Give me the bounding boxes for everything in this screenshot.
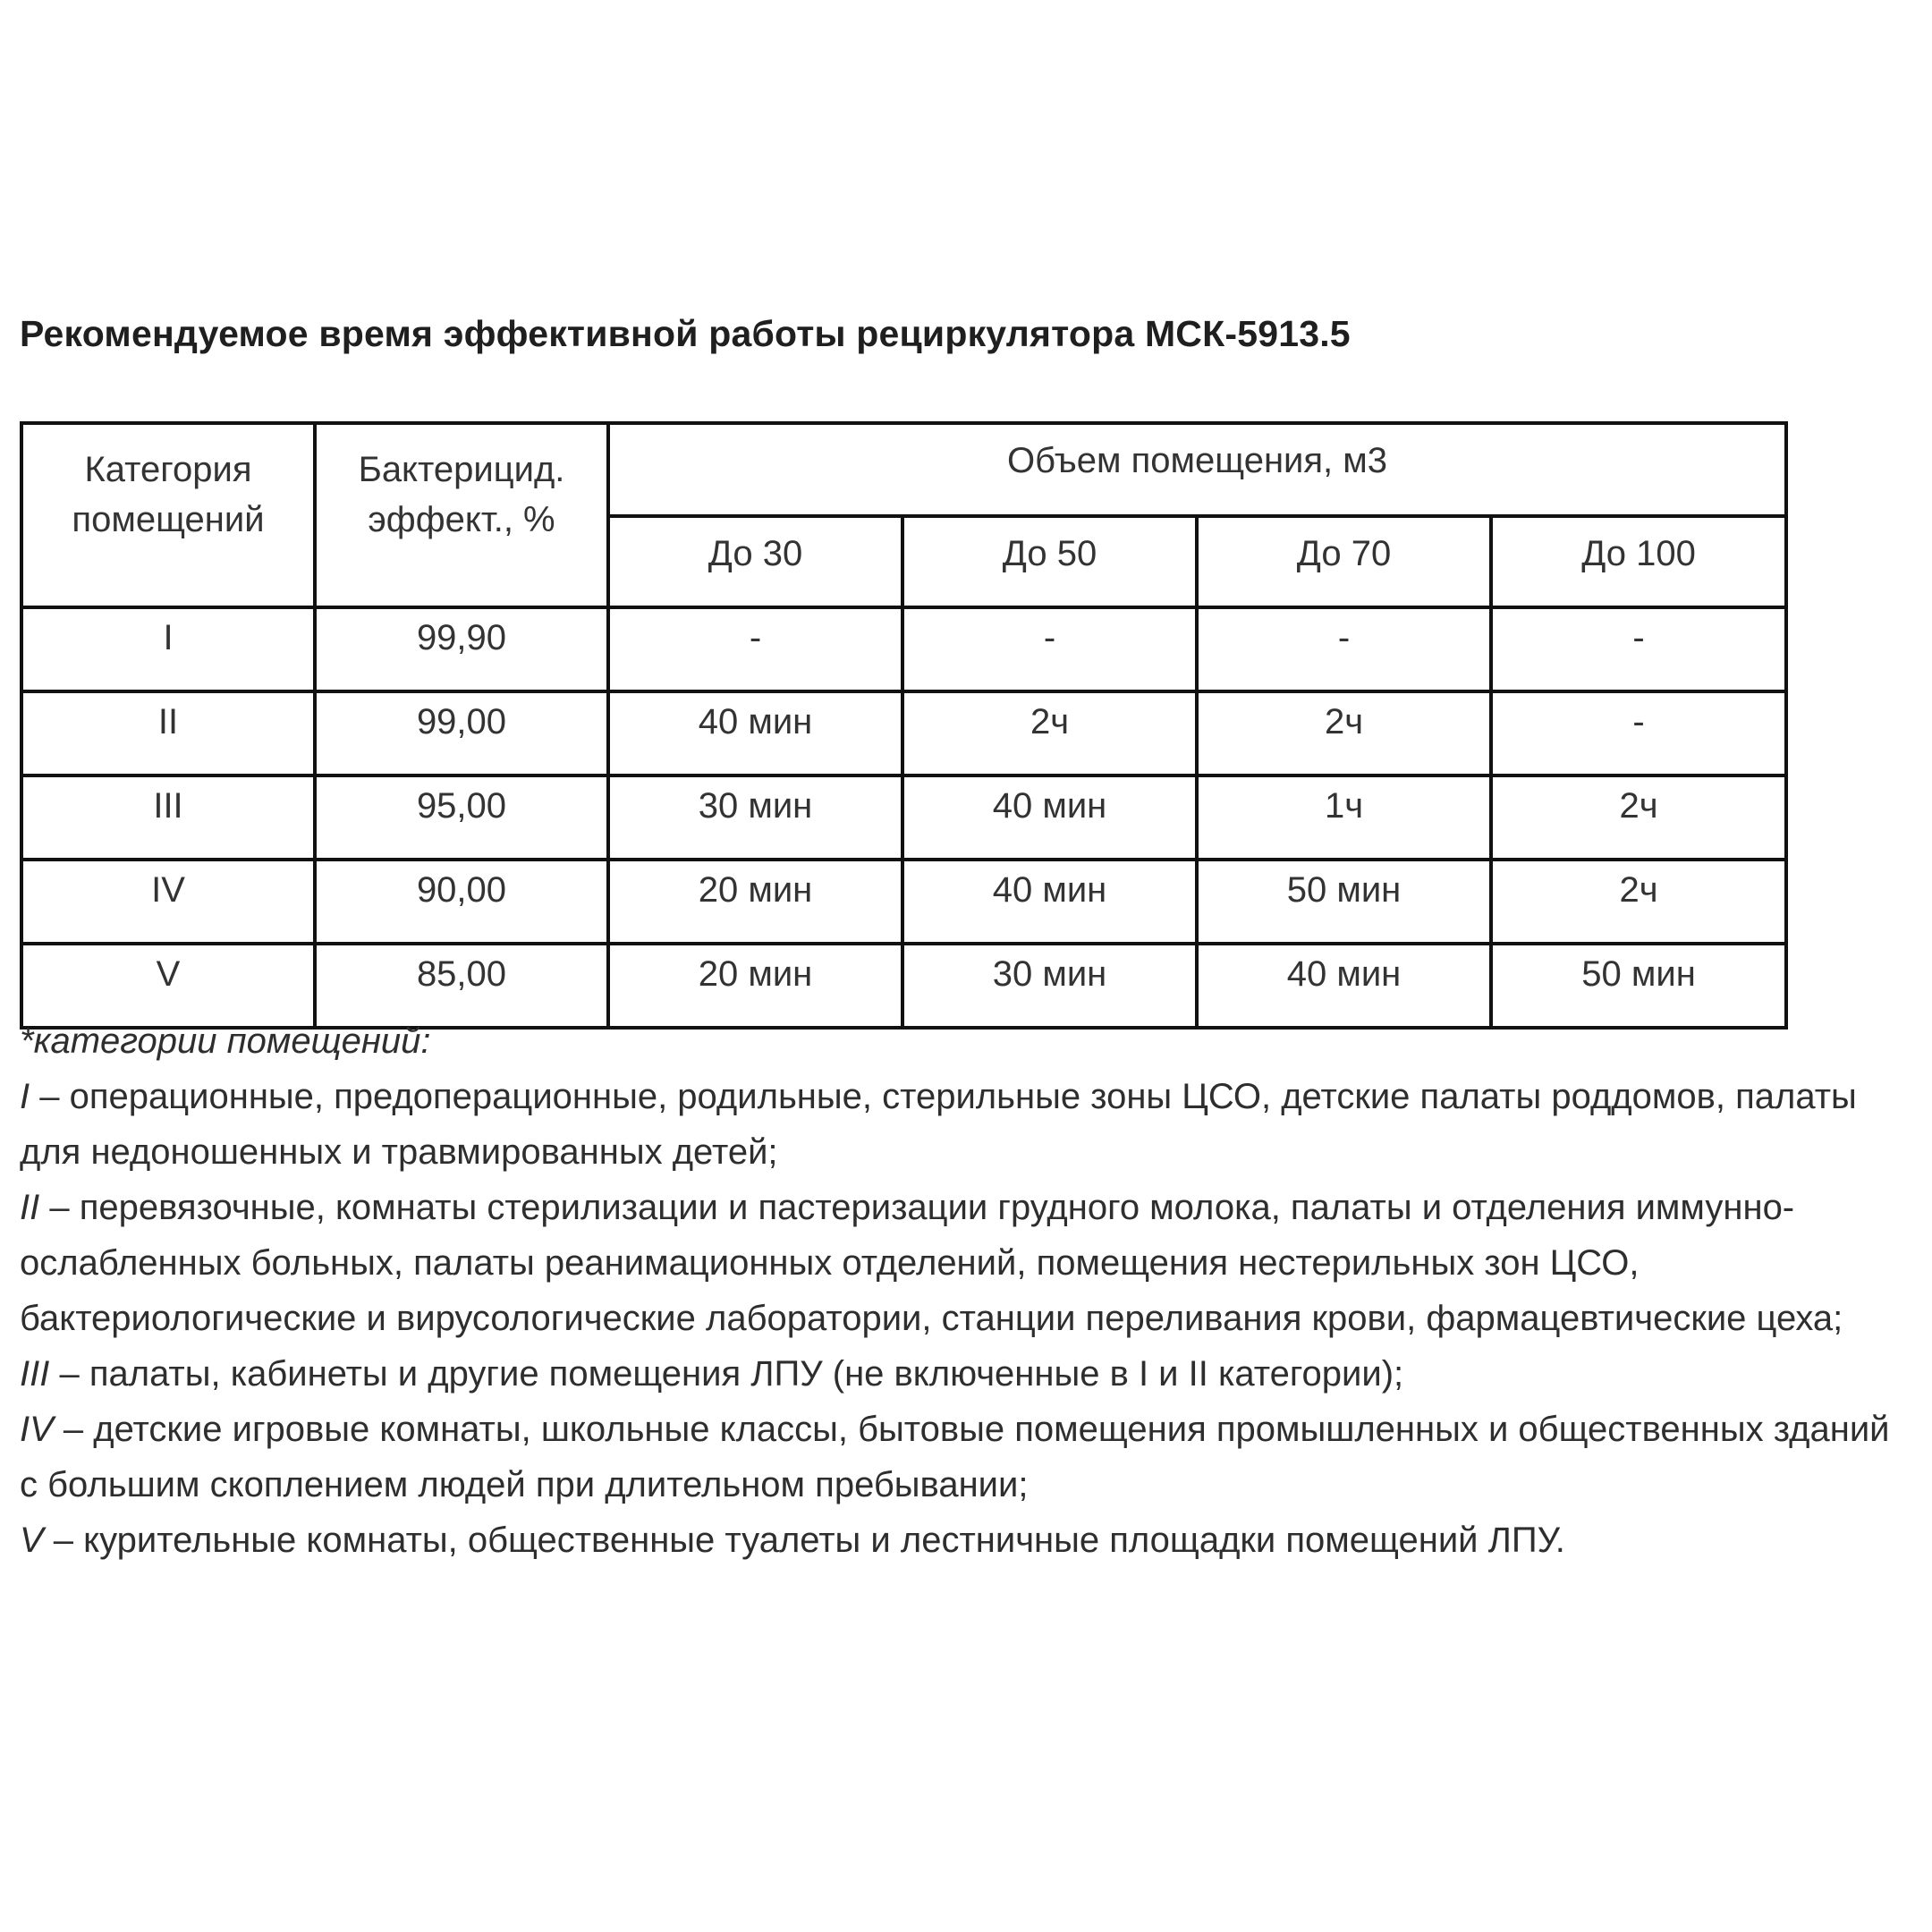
row-category: V <box>21 944 315 1028</box>
row-category: III <box>21 775 315 860</box>
row-value: 2ч <box>902 691 1197 775</box>
row-effect: 99,90 <box>315 607 608 691</box>
row-value: - <box>608 607 902 691</box>
row-value: 50 мин <box>1491 944 1786 1028</box>
table-row <box>21 775 1786 860</box>
note-category-iv <box>20 1402 1916 1513</box>
row-value: - <box>1197 607 1491 691</box>
row-effect: 90,00 <box>315 860 608 944</box>
row-value: 40 мин <box>1197 944 1491 1028</box>
row-value: 30 мин <box>608 775 902 860</box>
table-row <box>21 607 1786 691</box>
row-value: 1ч <box>1197 775 1491 860</box>
row-value: - <box>1491 691 1786 775</box>
row-value: 50 мин <box>1197 860 1491 944</box>
row-value: 2ч <box>1491 775 1786 860</box>
document-title: Рекомендуемое время эффективной работы рециркулятора МСК-5913.5 <box>20 313 1351 354</box>
header-volume-100: До 100 <box>1491 516 1786 607</box>
row-value: 2ч <box>1491 860 1786 944</box>
note-category-i <box>20 1069 1916 1180</box>
note-text: – перевязочные, комнаты стерилизации и пастеризации грудного молока, палаты и отделения иммунно-ослабленных больных, палаты реанимационных отделений, помещения нестерильных зон ЦСО, бактериологические и вирусологические лаборатории, станции переливания крови, фармацевтические цеха; <box>20 1188 1843 1338</box>
row-effect: 95,00 <box>315 775 608 860</box>
note-text: – операционные, предоперационные, родильные, стерильные зоны ЦСО, детские палаты роддомов, палаты для недоношенных и травмированных детей; <box>20 1077 1857 1172</box>
category-notes <box>20 1013 1916 1568</box>
row-value: - <box>902 607 1197 691</box>
table-row <box>21 860 1786 944</box>
note-text: – детские игровые комнаты, школьные классы, бытовые помещения промышленных и общественных зданий с большим скоплением людей при длительном пребывании; <box>20 1410 1890 1504</box>
row-value: - <box>1491 607 1786 691</box>
note-key: IV <box>20 1410 54 1449</box>
row-value: 20 мин <box>608 944 902 1028</box>
header-volume-30: До 30 <box>608 516 902 607</box>
table-row <box>21 691 1786 775</box>
header-category: Категория помещений <box>21 423 315 607</box>
table-header-row <box>21 423 1786 516</box>
row-value: 40 мин <box>902 775 1197 860</box>
note-category-iii <box>20 1346 1916 1402</box>
row-category: IV <box>21 860 315 944</box>
header-bactericidal-effect: Бактерицид. эффект., % <box>315 423 608 607</box>
note-category-v <box>20 1513 1916 1568</box>
row-category: II <box>21 691 315 775</box>
row-value: 30 мин <box>902 944 1197 1028</box>
note-text: – курительные комнаты, общественные туалеты и лестничные площадки помещений ЛПУ. <box>43 1521 1565 1560</box>
row-value: 2ч <box>1197 691 1491 775</box>
notes-heading: *категории помещений: <box>20 1021 431 1061</box>
header-volume-50: До 50 <box>902 516 1197 607</box>
row-effect: 99,00 <box>315 691 608 775</box>
note-text: – палаты, кабинеты и другие помещения ЛПУ (не включенные в I и II категории); <box>49 1354 1404 1394</box>
row-value: 40 мин <box>608 691 902 775</box>
row-value: 20 мин <box>608 860 902 944</box>
note-key: I <box>20 1077 30 1116</box>
header-room-volume: Объем помещения, м3 <box>608 423 1786 516</box>
row-effect: 85,00 <box>315 944 608 1028</box>
recommended-time-table <box>20 421 1788 1030</box>
row-value: 40 мин <box>902 860 1197 944</box>
note-category-ii <box>20 1180 1916 1346</box>
note-key: V <box>20 1521 44 1560</box>
note-key: III <box>20 1354 50 1394</box>
header-volume-70: До 70 <box>1197 516 1491 607</box>
note-key: II <box>20 1188 40 1227</box>
row-category: I <box>21 607 315 691</box>
